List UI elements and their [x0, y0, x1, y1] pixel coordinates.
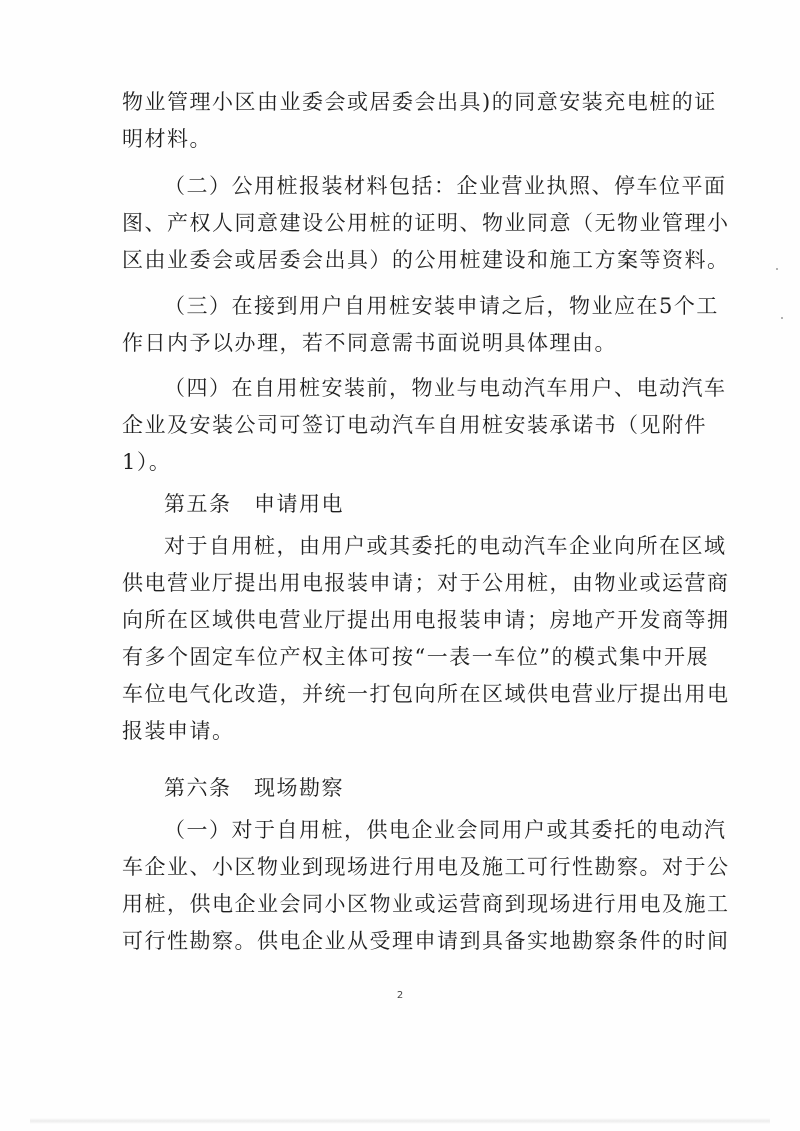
scan-speck [781, 317, 783, 319]
text-line: 向所在区域供电营业厅提出用电报装申请；房地产开发商等拥 [122, 608, 730, 632]
text-line: 企业及安装公司可签订电动汽车自用桩安装承诺书（见附件 [122, 413, 707, 437]
text-line: 用桩，供电企业会同小区物业或运营商到现场进行用电及施工 [122, 892, 730, 916]
scan-speck [776, 268, 778, 270]
text-line: 车位电气化改造，并统一打包向所在区域供电营业厅提出用电 [122, 682, 730, 706]
text-line: 可行性勘察。供电企业从受理申请到具备实地勘察条件的时间 [122, 929, 730, 953]
text-line: 图、产权人同意建设公用桩的证明、物业同意（无物业管理小 [122, 211, 730, 235]
text-line: （三）在接到用户自用桩安装申请之后，物业应在5个工 [164, 294, 719, 318]
article-5-heading: 第五条 申请用电 [164, 492, 344, 516]
paragraph-consent-material [122, 84, 717, 158]
text-line: 区由业委会或居委会出具）的公用桩建设和施工方案等资料。 [122, 248, 730, 272]
paragraph-site-survey [122, 812, 730, 960]
text-line: 报装申请。 [122, 719, 235, 743]
paragraph-property-handling [122, 288, 719, 362]
text-line: 明材料。 [122, 127, 212, 151]
page-number: 2 [396, 990, 404, 1001]
paragraph-public-pile-materials [122, 168, 730, 279]
text-line: 车企业、小区物业到现场进行用电及施工可行性勘察。对于公 [122, 855, 730, 879]
text-line: （四）在自用桩安装前，物业与电动汽车用户、电动汽车 [164, 376, 727, 400]
paragraph-commitment-letter [122, 370, 727, 481]
paragraph-power-application [122, 528, 730, 750]
text-line: 物业管理小区由业委会或居委会出具)的同意安装充电桩的证 [122, 90, 717, 114]
text-line: 对于自用桩，由用户或其委托的电动汽车企业向所在区域 [164, 534, 727, 558]
text-line: （一）对于自用桩，供电企业会同用户或其委托的电动汽 [164, 818, 727, 842]
scan-edge-shadow [30, 1118, 770, 1124]
text-line: （二）公用桩报装材料包括：企业营业执照、停车位平面 [164, 174, 727, 198]
text-line: 有多个固定车位产权主体可按“一表一车位”的模式集中开展 [122, 645, 709, 669]
text-line: 供电营业厅提出用电报装申请；对于公用桩，由物业或运营商 [122, 571, 730, 595]
text-line: 作日内予以办理，若不同意需书面说明具体理由。 [122, 331, 617, 355]
article-6-heading: 第六条 现场勘察 [164, 776, 344, 800]
text-line: 1）。 [122, 450, 172, 474]
